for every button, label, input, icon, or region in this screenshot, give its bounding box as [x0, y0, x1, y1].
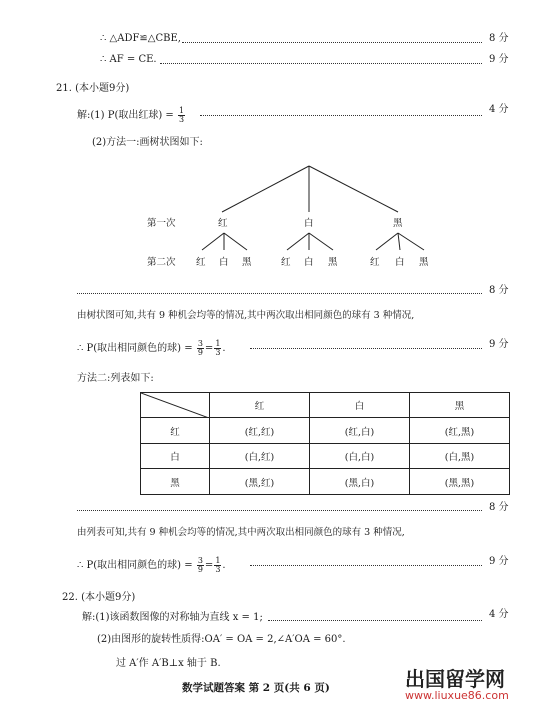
dotted-leader: [268, 620, 482, 621]
frac-num: 3: [197, 339, 203, 348]
frac-den: 3: [179, 115, 185, 124]
proof-congruence: ∴ △ADF≌△CBE,: [100, 33, 181, 44]
table-row-header: 黑: [141, 469, 210, 495]
score-mark: 8 分: [489, 502, 509, 513]
table-cell: (黑,红): [210, 469, 310, 495]
tree-conclusion: 由树状图可知,共有 9 种机会均等的情况,其中两次取出相同颜色的球有 3 种情况,: [77, 310, 415, 321]
tree-node-first: 红: [218, 218, 228, 229]
tree-node-second: 白: [395, 257, 405, 268]
tree-first-draw-label: 第一次: [147, 218, 176, 229]
frac-num: 1: [215, 556, 221, 565]
frac-num: 1: [179, 106, 185, 115]
table-col-header: 黑: [410, 393, 510, 418]
frac-den: 9: [197, 348, 203, 357]
probability-text: ∴ P(取出相同颜色的球) =: [77, 560, 193, 571]
table-col-header: 红: [210, 393, 310, 418]
question-22-heading: 22. (本小题9分): [62, 592, 136, 603]
table-col-header: 白: [310, 393, 410, 418]
tree-node-second: 黑: [328, 257, 338, 268]
table-corner-cell: [141, 393, 210, 418]
dotted-leader: [77, 293, 482, 294]
fraction: [197, 340, 204, 357]
tree-diagram: [0, 0, 540, 300]
score-mark: 4 分: [489, 104, 509, 115]
frac-den: 3: [215, 348, 221, 357]
frac-den: 9: [197, 565, 203, 574]
score-mark: 8 分: [489, 33, 509, 44]
watermark-url: www.liuxue86.com: [405, 689, 509, 702]
probability-text: ∴ P(取出相同颜色的球) =: [77, 343, 193, 354]
fraction: [214, 340, 221, 357]
table-cell: (白,白): [310, 444, 410, 469]
table-cell: (红,白): [310, 418, 410, 444]
q22-part-2: (2)由图形的旋转性质得:OA′ = OA = 2,∠A′OA = 60°.: [97, 634, 346, 645]
outcome-table: [140, 392, 510, 495]
table-row-header: 白: [141, 444, 210, 469]
table-cell: (白,红): [210, 444, 310, 469]
probability-table: ∴ P(取出相同颜色的球) = $\frac{3}{9}$ = $\frac{1}{3}$ .: [77, 556, 226, 574]
tree-node-first: 黑: [393, 218, 403, 229]
tree-node-first: 白: [304, 218, 314, 229]
q22-part-3: 过 A′作 A′B⊥x 轴于 B.: [116, 658, 221, 669]
dotted-leader: [250, 565, 482, 566]
tree-node-second: 黑: [419, 257, 429, 268]
score-mark: 8 分: [489, 285, 509, 296]
tree-node-second: 红: [196, 257, 206, 268]
table-cell: (红,黑): [410, 418, 510, 444]
method-two-heading: 方法二:列表如下:: [77, 373, 154, 384]
table-cell: (红,红): [210, 418, 310, 444]
score-mark: 4 分: [489, 609, 509, 620]
tree-node-second: 红: [370, 257, 380, 268]
tree-node-second: 红: [281, 257, 291, 268]
site-watermark: [405, 668, 509, 702]
frac-num: 1: [215, 339, 221, 348]
question-21-heading: 21. (本小题9分): [56, 83, 130, 94]
solution-part-2: (2)方法一:画树状图如下:: [92, 137, 203, 148]
solution-part-1-text: 解:(1) P(取出红球) =: [77, 110, 174, 121]
table-cell: (黑,黑): [410, 469, 510, 495]
proof-conclusion: ∴ AF = CE.: [100, 54, 157, 65]
table-row-header: 红: [141, 418, 210, 444]
tree-node-second: 白: [219, 257, 229, 268]
frac-num: 3: [197, 556, 203, 565]
tree-second-draw-label: 第二次: [147, 257, 176, 268]
diagonal-line: [141, 393, 209, 418]
score-mark: 9 分: [489, 556, 509, 567]
page-footer: 数学试题答案 第 2 页(共 6 页): [182, 682, 330, 694]
fraction: [197, 557, 204, 574]
q22-part-1: 解:(1)该函数图像的对称轴为直线 x = 1;: [82, 612, 263, 623]
probability-tree: ∴ P(取出相同颜色的球) = $\frac{3}{9}$ = $\frac{1}{3}$ .: [77, 339, 226, 357]
dotted-leader: [77, 510, 482, 511]
dotted-leader: [250, 348, 482, 349]
watermark-name: 出国留学网: [405, 667, 505, 691]
table-cell: (黑,白): [310, 469, 410, 495]
table-conclusion: 由列表可知,共有 9 种机会均等的情况,其中两次取出相同颜色的球有 3 种情况,: [77, 527, 405, 538]
table-cell: (白,黑): [410, 444, 510, 469]
tree-node-second: 白: [304, 257, 314, 268]
score-mark: 9 分: [489, 339, 509, 350]
score-mark: 9 分: [489, 54, 509, 65]
frac-den: 3: [215, 565, 221, 574]
tree-node-second: 黑: [242, 257, 252, 268]
fraction: [214, 557, 221, 574]
